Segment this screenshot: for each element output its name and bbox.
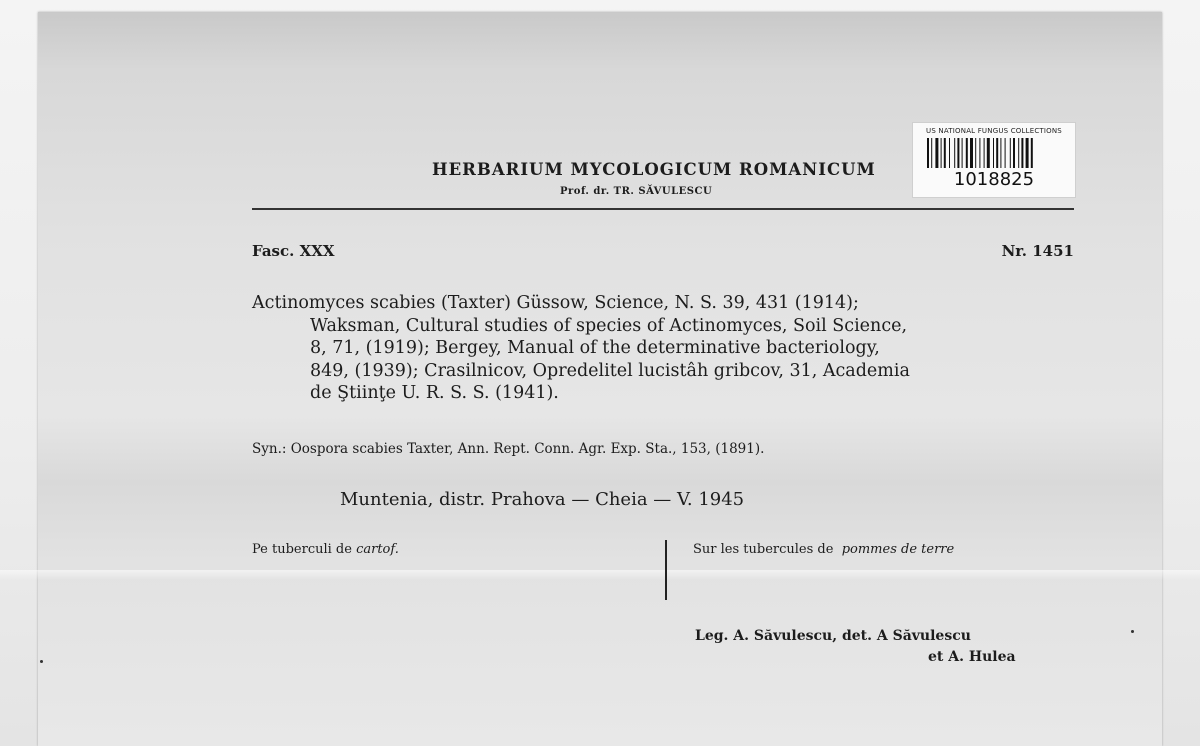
citation-line: 849, (1939); Crasilnicov, Opredelitel lucistâh gribcov, 31, Academia [310, 360, 910, 381]
barcode-number: 1018825 [953, 169, 1035, 190]
citation-line: Actinomyces scabies (Taxter) Güssow, Science, N. S. 39, 431 (1914); [252, 293, 859, 313]
fascicle-label: Fasc. XXX [252, 242, 335, 260]
host-ro-name: cartof. [356, 542, 399, 557]
locality: Muntenia, distr. Prahova — Cheia — V. 1945 [340, 489, 745, 510]
specimen-number: Nr. 1451 [1001, 242, 1074, 260]
taxon-citation [252, 292, 1074, 405]
host-french [693, 542, 954, 557]
synonym: Syn.: Oospora scabies Taxter, Ann. Rept. Conn. Agr. Exp. Sta., 153, (1891). [252, 441, 765, 457]
column-divider [665, 540, 667, 600]
barcode-institution: US NATIONAL FUNGUS COLLECTIONS [926, 127, 1062, 135]
herbarium-subtitle: Prof. dr. TR. SĂVULESCU [560, 186, 713, 197]
citation-line: de Ştiinţe U. R. S. S. (1941). [310, 383, 559, 403]
host-ro-prefix: Pe tuberculi de [252, 542, 352, 557]
paper-fold [0, 570, 1200, 580]
barcode-icon [927, 138, 1061, 168]
host-romanian [252, 542, 399, 557]
host-fr-prefix: Sur les tubercules de [693, 542, 834, 557]
header-rule [252, 208, 1074, 210]
host-fr-name: pommes de terre [841, 542, 955, 557]
collector-line-2: et A. Hulea [928, 649, 1016, 665]
citation-line: Waksman, Cultural studies of species of Actinomyces, Soil Science, [310, 315, 908, 336]
barcode-label [912, 122, 1076, 198]
paper-speck [1131, 630, 1134, 633]
paper-speck [40, 660, 43, 663]
herbarium-title: HERBARIUM MYCOLOGICUM ROMANICUM [432, 160, 876, 179]
collector-line: Leg. A. Săvulescu, det. A Săvulescu [695, 628, 971, 644]
citation-line: 8, 71, (1919); Bergey, Manual of the determinative bacteriology, [310, 338, 880, 358]
